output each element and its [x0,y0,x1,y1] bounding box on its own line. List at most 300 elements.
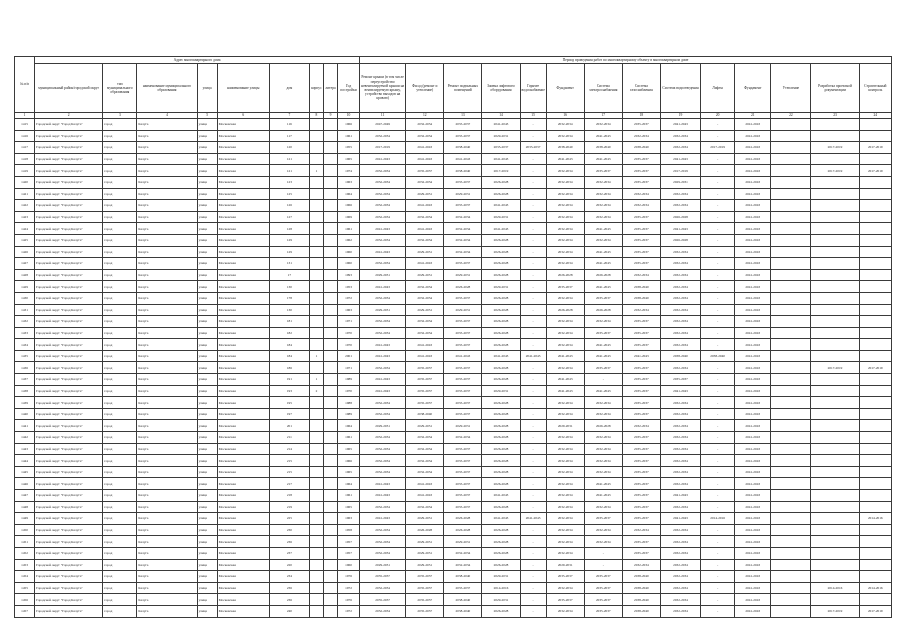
table-cell [323,524,337,536]
table-cell: - [701,420,735,432]
table-cell: - [701,304,735,316]
table-cell: Московская [217,188,269,200]
table-cell: Московская [217,142,269,154]
table-cell [323,223,337,235]
table-cell: город [103,316,137,328]
table-cell: 1961 [337,490,359,502]
table-cell: Городской округ "Город Калуга" [35,304,103,316]
table-cell: 1961 [337,432,359,444]
table-cell [309,490,323,502]
table-cell: 2038-2040 [622,571,660,583]
table-cell: Московская [217,234,269,246]
table-cell: 2026-2028 [584,420,622,432]
table-cell: 236 [269,536,309,548]
table-cell: 2017-2019 [660,165,700,177]
table-cell: 1958 [337,524,359,536]
table-cell [323,246,337,258]
table-cell [771,455,811,467]
table-cell: 2032-2034 [660,559,700,571]
table-cell: 2014-2016 [859,513,891,525]
table-cell: 2032-2034 [546,432,584,444]
table-cell: Городской округ "Город Калуга" [35,536,103,548]
table-cell: 2035-2037 [360,594,406,606]
table-cell: 2038-2040 [444,165,482,177]
table-cell: Калуга [137,142,197,154]
table-cell: 2032-2034 [660,292,700,304]
col-number: 17 [584,113,622,119]
table-row [15,176,892,188]
table-cell: 2038-2040 [660,350,700,362]
table-cell: - [701,188,735,200]
table-cell: 2029-2031 [444,188,482,200]
table-cell: город [103,408,137,420]
table-cell: - [701,490,735,502]
table-cell [811,420,859,432]
table-cell: город [103,339,137,351]
table-cell: 2032-2034 [360,200,406,212]
table-cell: Городской округ "Город Калуга" [35,119,103,131]
table-cell [811,385,859,397]
table-cell: Калуга [137,362,197,374]
table-cell [771,385,811,397]
table-cell: 2041-2043 [735,200,771,212]
table-cell: 2029-2031 [444,420,482,432]
table-cell: Калуга [137,304,197,316]
table-cell [771,339,811,351]
table-cell: 2038-2040 [444,605,482,617]
table-cell: 125 [269,188,309,200]
table-cell: Московская [217,292,269,304]
table-cell: 2035-2037 [622,316,660,328]
table-cell [323,385,337,397]
table-cell: Городской округ "Город Калуга" [35,559,103,571]
table-cell: 1974 [337,165,359,177]
table-cell: - [701,130,735,142]
table-cell [859,211,891,223]
table-cell: улица [197,200,217,212]
table-cell [771,478,811,490]
table-cell: 2029-2031 [406,188,444,200]
table-cell: Городской округ "Город Калуга" [35,374,103,386]
table-cell: Московская [217,130,269,142]
table-cell [309,443,323,455]
table-cell: 2029-2031 [482,211,520,223]
table-cell [323,339,337,351]
table-cell: 1970 [337,327,359,339]
table-cell: улица [197,466,217,478]
table-cell: улица [197,432,217,444]
table-cell [771,165,811,177]
table-cell: 2041-2043 [660,385,700,397]
table-cell: 2032-2034 [360,547,406,559]
table-cell: 2041-2043 [406,478,444,490]
table-cell: 2035-2037 [444,176,482,188]
table-cell: 2035-2037 [360,571,406,583]
table-cell: 1969 [337,211,359,223]
table-cell [771,420,811,432]
table-cell: 2038-2040 [584,142,622,154]
table-cell: 2032-2034 [546,501,584,513]
table-cell: город [103,281,137,293]
table-cell: улица [197,536,217,548]
table-cell: Московская [217,605,269,617]
table-cell: - [520,188,546,200]
table-cell: 1419 [15,165,35,177]
table-cell: 2032-2034 [622,130,660,142]
table-cell: 2032-2034 [660,362,700,374]
table-cell: Калуга [137,420,197,432]
table-cell [309,153,323,165]
table-cell [309,536,323,548]
table-cell [811,258,859,270]
table-cell: 2041-2043 [406,153,444,165]
table-cell [859,350,891,362]
table-cell: 2041-2043 [360,339,406,351]
col-number: 3 [103,113,137,119]
table-cell [811,119,859,131]
table-cell: 2041-2043 [584,350,622,362]
col-number: 10 [337,113,359,119]
table-cell: - [520,547,546,559]
table-cell: 2041-2043 [584,153,622,165]
table-cell: 2032-2034 [546,234,584,246]
table-cell: 215 [269,466,309,478]
table-cell: 2014-2016 [701,513,735,525]
table-cell: 1971 [337,316,359,328]
table-row [15,559,892,571]
table-cell: 2035-2037 [584,582,622,594]
table-cell: 191 [269,374,309,386]
table-cell: 2041-2043 [444,350,482,362]
col-header: Лифты [701,64,735,113]
table-cell [771,466,811,478]
table-cell: Калуга [137,536,197,548]
table-cell: город [103,246,137,258]
table-cell: Городской округ "Город Калуга" [35,176,103,188]
table-cell: Калуга [137,455,197,467]
table-cell: 2032-2034 [622,304,660,316]
table-cell: 2029-2031 [546,559,584,571]
col-header: Замена лифтового оборудования [482,64,520,113]
table-cell [323,153,337,165]
table-cell: 2032-2034 [360,397,406,409]
table-cell: 1417 [15,142,35,154]
table-cell: 2032-2034 [660,455,700,467]
table-cell: 2041-2043 [546,385,584,397]
table-cell [811,292,859,304]
table-cell: Московская [217,455,269,467]
table-cell: улица [197,490,217,502]
table-cell: 2026-2028 [482,547,520,559]
table-cell: - [520,397,546,409]
table-cell: 2032-2034 [546,605,584,617]
table-cell: Калуга [137,408,197,420]
table-row [15,119,892,131]
table-cell: 2032-2034 [584,234,622,246]
table-row [15,490,892,502]
table-cell: 2041-2043 [360,350,406,362]
table-cell [323,582,337,594]
table-cell: 1437 [15,374,35,386]
table-cell: 2035-2037 [622,258,660,270]
table-cell: 2041-2043 [360,281,406,293]
table-cell [771,246,811,258]
table-cell [323,292,337,304]
table-cell: 2032-2034 [546,316,584,328]
table-cell [811,176,859,188]
table-cell: 2032-2034 [660,582,700,594]
table-cell [309,432,323,444]
table-cell [859,397,891,409]
table-cell: 2032-2034 [660,130,700,142]
table-cell: 2035-2037 [660,374,700,386]
table-cell: 2041-2043 [360,246,406,258]
table-cell: 2026-2028 [482,188,520,200]
table-cell: 1431 [15,304,35,316]
table-cell: - [520,374,546,386]
table-cell: 1422 [15,200,35,212]
col-header: № п/п [15,57,35,113]
table-cell: улица [197,374,217,386]
table-cell: 2032-2034 [444,559,482,571]
table-cell: 236 [269,582,309,594]
table-cell: - [701,478,735,490]
table-cell: 2032-2034 [360,316,406,328]
col-header: Система электроснабжения [584,64,622,113]
table-cell: - [520,130,546,142]
table-cell [859,153,891,165]
table-cell: улица [197,223,217,235]
table-row [15,223,892,235]
table-row [15,571,892,583]
table-cell: - [520,524,546,536]
table-cell: 230 [269,524,309,536]
table-cell: 2041-2043 [406,339,444,351]
table-cell: 2029-2031 [406,246,444,258]
table-cell: 2041-2043 [735,605,771,617]
table-cell: Городской округ "Город Калуга" [35,490,103,502]
table-cell: 1416 [15,130,35,142]
table-cell [309,478,323,490]
table-cell [323,234,337,246]
table-cell [309,327,323,339]
table-row [15,234,892,246]
table-cell: 1960 [337,246,359,258]
table-cell: - [701,443,735,455]
table-cell: 2035-2037 [546,281,584,293]
table-cell [323,397,337,409]
table-cell: 1976 [337,571,359,583]
table-cell: - [520,420,546,432]
table-cell: 2041-2043 [584,281,622,293]
col-header: Фасад (ремонт и утепление) [406,64,444,113]
table-cell: Калуга [137,200,197,212]
table-row [15,153,892,165]
table-cell: 2038-2040 [622,281,660,293]
table-cell: 2032-2034 [546,408,584,420]
table-cell: 1988 [337,397,359,409]
table-cell [811,455,859,467]
col-header: Ремонт крыши (в том числе переустройство невентилируемой крыши на вентилируемую крышу, устройство выходов на кровлю) [360,64,406,113]
table-cell: улица [197,362,217,374]
table-cell [323,350,337,362]
table-cell: 2035-2037 [406,374,444,386]
table-cell: 1429 [15,281,35,293]
table-cell: 127 [269,211,309,223]
table-cell: 211 [269,432,309,444]
table-cell [309,188,323,200]
table-cell [859,408,891,420]
table-cell: 2041-2043 [520,350,546,362]
table-cell: улица [197,594,217,606]
table-cell: - [701,223,735,235]
table-cell [811,269,859,281]
table-cell [859,119,891,131]
table-cell: 2041-2043 [406,258,444,270]
table-cell: Московская [217,211,269,223]
table-cell: Городской округ "Город Калуга" [35,385,103,397]
table-cell: 2035-2037 [622,153,660,165]
table-cell: 1444 [15,455,35,467]
table-cell: 2032-2034 [546,443,584,455]
table-cell: - [520,281,546,293]
table-cell [309,246,323,258]
table-cell: 2026-2028 [584,269,622,281]
table-cell: 2032-2034 [660,524,700,536]
table-cell: 1961 [337,223,359,235]
table-cell: 2032-2034 [444,211,482,223]
table-cell: 1432 [15,316,35,328]
table-cell: Городской округ "Город Калуга" [35,594,103,606]
table-cell: 2029-2031 [444,269,482,281]
table-cell [859,559,891,571]
table-cell [323,490,337,502]
table-cell: - [520,304,546,316]
col-number: 13 [444,113,482,119]
table-cell: 2032-2034 [406,455,444,467]
table-cell: 2032-2034 [660,420,700,432]
table-cell: 2032-2034 [406,281,444,293]
table-cell: 2032-2034 [660,269,700,281]
table-cell: - [520,327,546,339]
table-cell: - [701,119,735,131]
table-cell: Калуга [137,281,197,293]
table-cell: 2026-2028 [482,559,520,571]
table-cell [771,316,811,328]
table-cell [309,292,323,304]
table-cell [309,119,323,131]
table-cell: улица [197,501,217,513]
table-cell: 2041-2043 [735,269,771,281]
table-cell: - [520,385,546,397]
table-cell: 1455 [15,582,35,594]
col-header: наименование муниципального образования [137,64,197,113]
table-cell: Московская [217,547,269,559]
table-cell: 2026-2028 [482,246,520,258]
table-row [15,432,892,444]
table-cell: 2035-2037 [622,176,660,188]
table-cell: 126 [269,200,309,212]
table-cell: 2032-2034 [546,478,584,490]
table-cell [323,130,337,142]
table-cell: Калуга [137,478,197,490]
table-cell [309,501,323,513]
table-cell: 2041-2043 [735,466,771,478]
table-cell: 131 [269,258,309,270]
table-cell: город [103,594,137,606]
table-cell: 2032-2034 [360,211,406,223]
table-cell: город [103,119,137,131]
table-cell: 2032-2034 [546,397,584,409]
table-cell [859,188,891,200]
table-cell: Городской округ "Город Калуга" [35,408,103,420]
table-cell: 2017-2019 [811,142,859,154]
table-cell: - [701,385,735,397]
table-cell: - [701,501,735,513]
table-cell [323,374,337,386]
table-row [15,513,892,525]
table-cell: 128 [269,223,309,235]
col-number: 22 [771,113,811,119]
table-cell: 2 [309,385,323,397]
table-cell: 1447 [15,490,35,502]
table-cell: город [103,327,137,339]
table-cell: 1443 [15,443,35,455]
table-cell: 2026-2028 [482,536,520,548]
table-cell: 1436 [15,362,35,374]
table-cell: 2041-2043 [735,211,771,223]
table-cell [811,501,859,513]
table-cell: 2035-2037 [444,443,482,455]
table-cell: 2032-2034 [660,188,700,200]
table-cell: - [520,339,546,351]
table-cell: 2032-2034 [546,513,584,525]
table-cell [771,374,811,386]
table-cell [811,211,859,223]
table-cell: 2032-2034 [584,200,622,212]
table-cell: 2032-2034 [546,119,584,131]
table-cell: Московская [217,524,269,536]
table-cell: 217 [269,478,309,490]
table-cell: город [103,559,137,571]
table-cell: 121 [269,165,309,177]
table-cell: Московская [217,443,269,455]
table-cell [771,130,811,142]
table-cell: город [103,350,137,362]
table-cell: 2035-2037 [622,432,660,444]
table-cell: Московская [217,385,269,397]
table-cell: город [103,200,137,212]
table-cell: 1993 [337,269,359,281]
table-cell: 2032-2034 [360,536,406,548]
table-cell: 2017-2019 [859,165,891,177]
table-cell: город [103,130,137,142]
table-cell: 2029-2031 [406,420,444,432]
table-cell: 2032-2034 [360,605,406,617]
table-cell: улица [197,304,217,316]
table-cell: город [103,455,137,467]
table-cell: 2029-2031 [360,420,406,432]
table-cell: 2035-2037 [622,536,660,548]
table-cell: 2032-2034 [660,316,700,328]
table-cell: - [701,524,735,536]
table-cell: 1448 [15,501,35,513]
table-cell: 2032-2034 [360,466,406,478]
table-cell: 2026-2028 [482,327,520,339]
col-header: Ремонт подвальных помещений [444,64,482,113]
table-cell: улица [197,547,217,559]
table-cell: - [701,397,735,409]
